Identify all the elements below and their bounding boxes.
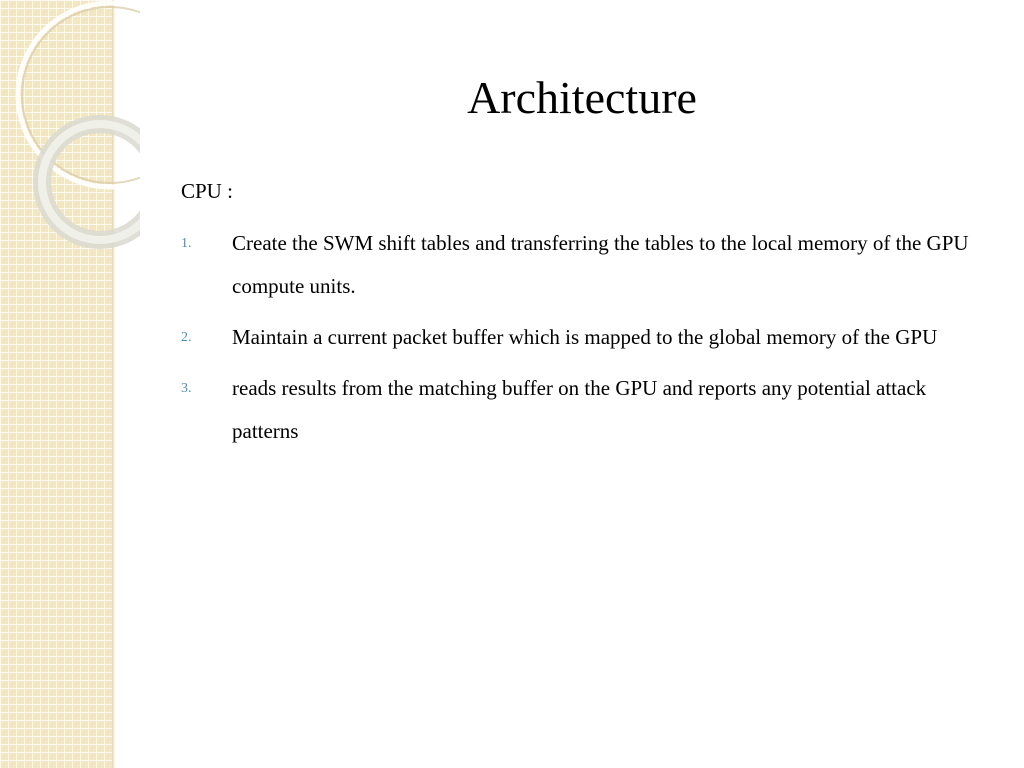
list-item	[181, 316, 981, 359]
list-item	[181, 222, 981, 308]
slide-title: Architecture	[467, 72, 697, 123]
list-item-text: Maintain a current packet buffer which is mapped to the global memory of the GPU	[232, 325, 938, 349]
ring-large	[18, 3, 140, 187]
slide-body	[181, 176, 981, 461]
numbered-list	[181, 222, 981, 453]
decorative-rings	[0, 0, 140, 260]
list-number: 1.	[181, 236, 192, 251]
list-item-text: reads results from the matching buffer on the GPU and reports any potential attack patterns	[232, 376, 927, 443]
list-item	[181, 367, 981, 453]
list-item-text: Create the SWM shift tables and transferring the tables to the local memory of the GPU compute units.	[232, 231, 969, 298]
list-number: 3.	[181, 381, 192, 396]
intro-text: CPU :	[181, 179, 233, 203]
list-number: 2.	[181, 330, 192, 345]
